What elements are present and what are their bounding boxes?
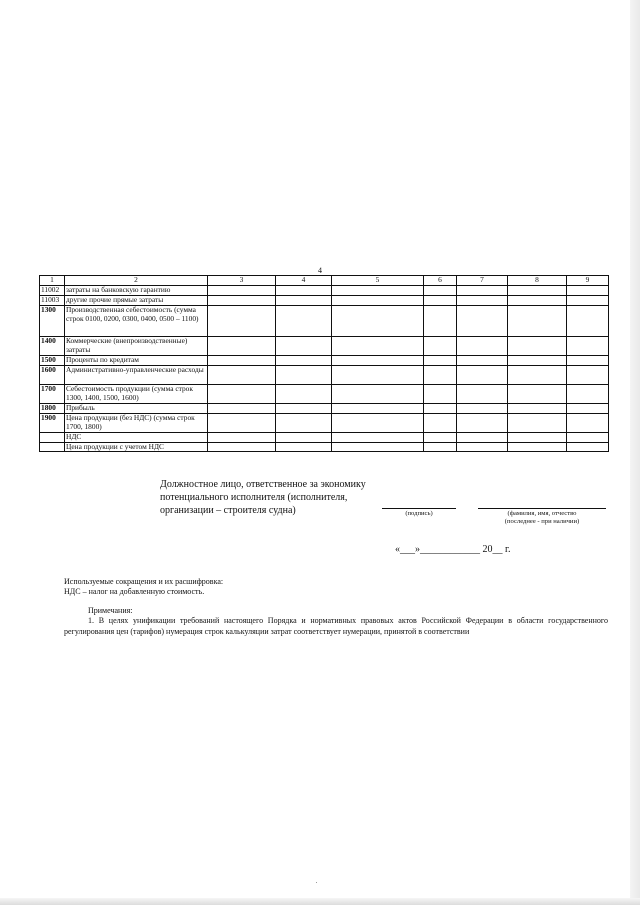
row-code: 1500 [40, 356, 65, 366]
row-code: 1300 [40, 306, 65, 337]
row-name: НДС [65, 433, 208, 443]
table-row [40, 442, 609, 452]
column-number: 4 [276, 276, 332, 286]
full-name-caption [478, 510, 606, 526]
column-number: 8 [508, 276, 567, 286]
date-line: «___»____________ 20__ г. [395, 544, 511, 555]
full-name-caption-line: (последнее - при наличии) [504, 518, 580, 525]
row-code: 11003 [40, 296, 65, 306]
row-name: Прибыль [65, 404, 208, 414]
row-name: Производственная себестоимость (сумма строк 0100, 0200, 0300, 0400, 0500 – 1100) [65, 306, 208, 337]
official-title-line: организации – строителя судна) [160, 505, 296, 516]
row-code [40, 442, 65, 452]
column-number: 3 [208, 276, 276, 286]
official-title-line: потенциального исполнителя (исполнителя, [160, 492, 348, 503]
page-number: 4 [318, 266, 322, 275]
full-name-line [478, 508, 606, 509]
row-code: 1900 [40, 414, 65, 433]
table-row [40, 404, 609, 414]
scan-edge-right [630, 0, 640, 905]
row-name: Проценты по кредитам [65, 356, 208, 366]
table-row [40, 337, 609, 356]
column-number: 5 [332, 276, 424, 286]
notes-title: Примечания: [88, 606, 133, 615]
signature-caption: (подпись) [405, 510, 433, 517]
row-name: затраты на банковскую гарантию [65, 286, 208, 296]
column-number: 2 [65, 276, 208, 286]
cost-calculation-table [39, 275, 609, 452]
column-number: 6 [424, 276, 457, 286]
table-header-row [40, 276, 609, 286]
responsible-official-block [160, 478, 366, 517]
scan-speck [316, 882, 317, 883]
row-code: 1600 [40, 366, 65, 385]
abbreviations-title: Используемые сокращения и их расшифровка: [64, 577, 224, 586]
row-name: Цена продукции (без НДС) (сумма строк 1700, 1800) [65, 414, 208, 433]
table-row [40, 366, 609, 385]
full-name-caption-line: (фамилия, имя, отчество [507, 510, 577, 517]
row-code: 1700 [40, 385, 65, 404]
row-name: Цена продукции с учетом НДС [65, 442, 208, 452]
column-number: 1 [40, 276, 65, 286]
official-title-line: Должностное лицо, ответственное за экономику [160, 479, 366, 490]
table-row [40, 385, 609, 404]
table-row [40, 414, 609, 433]
row-code: 11002 [40, 286, 65, 296]
row-name: другие прочие прямые затраты [65, 296, 208, 306]
scan-edge-bottom [0, 898, 640, 905]
abbreviations-block [64, 577, 223, 597]
signature-line [382, 508, 456, 509]
table-row [40, 433, 609, 443]
table-row [40, 286, 609, 296]
table-row [40, 306, 609, 337]
row-code [40, 433, 65, 443]
row-code: 1400 [40, 337, 65, 356]
column-number: 7 [457, 276, 508, 286]
row-name: Себестоимость продукции (сумма строк 1300, 1400, 1500, 1600) [65, 385, 208, 404]
note-item-1: 1. В целях унификации требований настоящего Порядка и нормативных правовых актов Российской Федерации в области государственного регулирования цен (тарифов) нумерация строк калькуляции затрат соответствует нумерации, принятой в соответствии [64, 616, 608, 636]
row-name: Коммерческие (внепроизводственные) затраты [65, 337, 208, 356]
column-number: 9 [567, 276, 609, 286]
row-code: 1800 [40, 404, 65, 414]
table-row [40, 296, 609, 306]
abbreviation-vat: НДС – налог на добавленную стоимость. [64, 587, 205, 596]
table-row [40, 356, 609, 366]
row-name: Административно-управленческие расходы [65, 366, 208, 385]
